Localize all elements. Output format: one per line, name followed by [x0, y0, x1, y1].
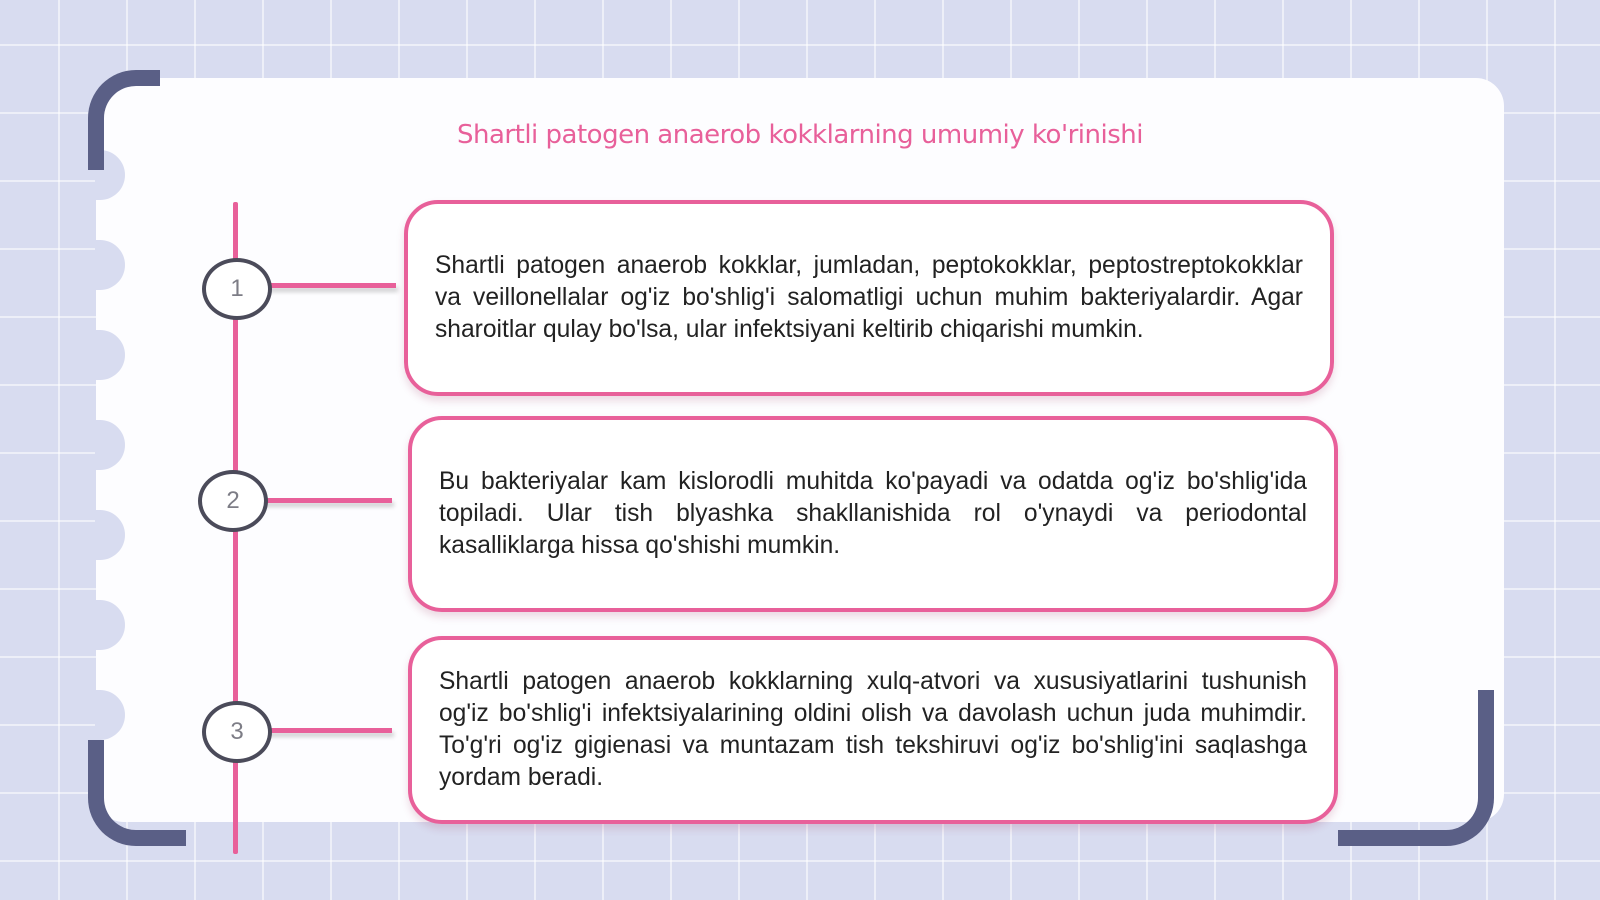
frame-corner-bottom-left [88, 740, 186, 846]
frame-corner-top-left [88, 70, 160, 170]
step-number-badge: 3 [202, 701, 272, 763]
timeline-card [404, 200, 1334, 396]
frame-corner-bottom-right [1338, 690, 1494, 846]
slide-title: Shartli patogen anaerob kokklarning umumiy ko'rinishi [457, 120, 1143, 150]
card-text: Shartli patogen anaerob kokklar, jumladan, peptokokklar, peptostreptokokklar va veillonellalar og'iz bo'shlig'i salomatligi uchun muhim bakteriyalardir. Agar sharoitlar qulay bo'lsa, ular infektsiyani keltirib chiqarishi mumkin. [435, 252, 1303, 343]
timeline-card [408, 636, 1338, 824]
step-number-badge: 1 [202, 258, 272, 320]
card-text: Bu bakteriyalar kam kislorodli muhitda ko'payadi va odatda og'iz bo'shlig'ida topiladi. Ular tish blyashka shakllanishida rol o'ynaydi va periodontal kasalliklarga hissa qo'shishi mumkin. [439, 468, 1307, 559]
timeline-connector [266, 283, 396, 288]
step-number-badge: 2 [198, 470, 268, 532]
timeline-connector [262, 498, 392, 503]
timeline-connector [266, 728, 392, 733]
timeline-card [408, 416, 1338, 612]
card-text: Shartli patogen anaerob kokklarning xulq-atvori va xususiyatlarini tushunish og'iz bo'shlig'i infektsiyalarining oldini olish va davolash uchun juda muhimdir. To'g'ri og'iz gigienasi va muntazam tish tekshiruvi og'iz bo'shlig'ini saqlashga yordam beradi. [439, 668, 1307, 791]
